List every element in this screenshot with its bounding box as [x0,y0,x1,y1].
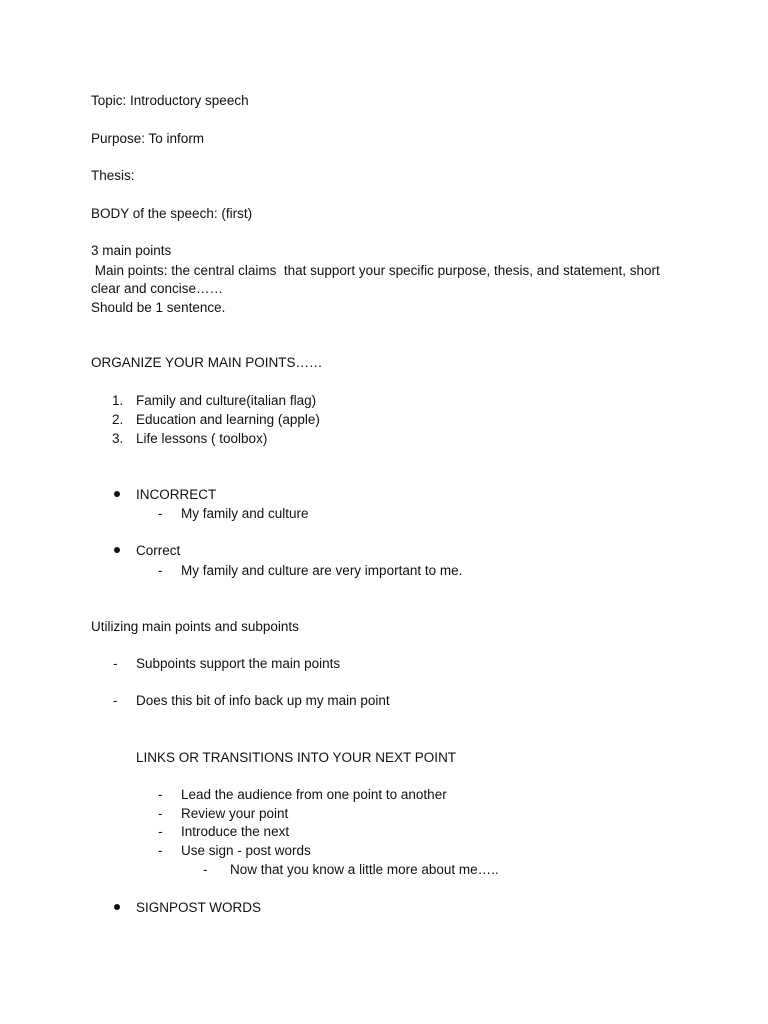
dash-marker: - [113,693,118,708]
purpose-line: Purpose: To inform [91,131,205,146]
bullet-icon [114,904,120,910]
links-item: Lead the audience from one point to another [181,787,447,802]
subpoint-item: Does this bit of info back up my main point [136,693,390,708]
dash-marker: - [158,806,163,821]
main-points-count: 3 main points [91,243,172,258]
incorrect-example: My family and culture [181,506,309,521]
organize-heading: ORGANIZE YOUR MAIN POINTS…… [91,355,323,370]
numbered-marker: 3. [112,431,124,446]
dash-marker: - [158,787,163,802]
links-item: Introduce the next [181,824,290,839]
signpost-label: SIGNPOST WORDS [136,900,262,915]
main-points-definition-line-3: Should be 1 sentence. [91,300,226,315]
main-points-definition-line-1: Main points: the central claims that support your specific purpose, thesis, and statement, short [91,263,660,278]
numbered-marker: 2. [112,412,124,427]
dash-marker: - [203,862,208,877]
links-item: Use sign - post words [181,843,311,858]
numbered-marker: 1. [112,393,124,408]
correct-example: My family and culture are very important to me. [181,563,463,578]
numbered-item: Education and learning (apple) [136,412,320,427]
main-points-definition-line-2: clear and concise…… [91,281,224,296]
thesis-line: Thesis: [91,168,135,183]
dash-marker: - [158,563,163,578]
bullet-icon [114,547,120,553]
dash-marker: - [113,656,118,671]
topic-line: Topic: Introductory speech [91,93,249,108]
links-subitem: Now that you know a little more about me….. [230,862,499,877]
subpoints-heading: Utilizing main points and subpoints [91,619,299,634]
dash-marker: - [158,506,163,521]
body-heading: BODY of the speech: (first) [91,206,253,221]
correct-label: Correct [136,543,181,558]
links-item: Review your point [181,806,289,821]
numbered-item: Life lessons ( toolbox) [136,431,268,446]
incorrect-label: INCORRECT [136,487,217,502]
dash-marker: - [158,843,163,858]
links-heading: LINKS OR TRANSITIONS INTO YOUR NEXT POINT [136,750,457,765]
subpoint-item: Subpoints support the main points [136,656,341,671]
bullet-icon [114,491,120,497]
dash-marker: - [158,824,163,839]
numbered-item: Family and culture(italian flag) [136,393,317,408]
